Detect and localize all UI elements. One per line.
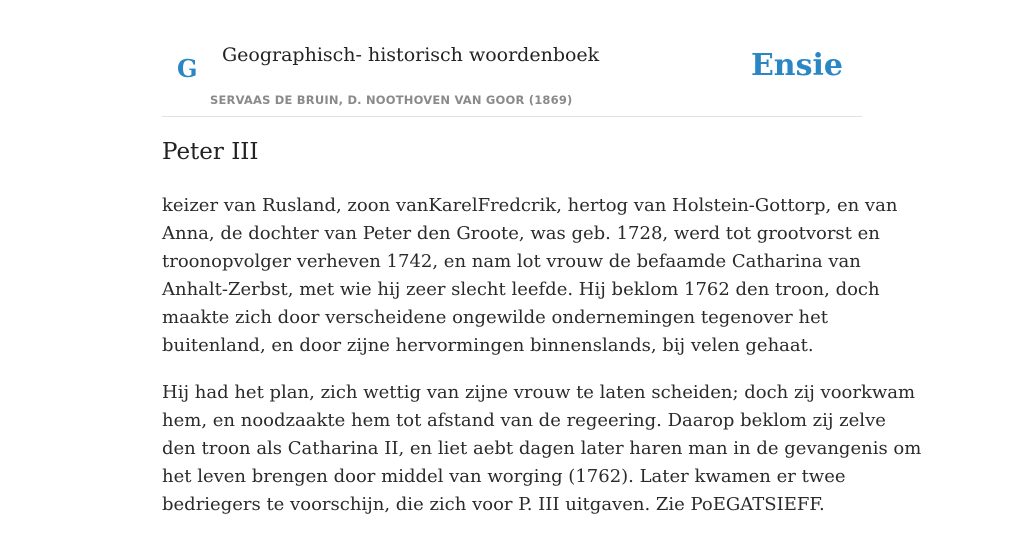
body-paragraph — [162, 192, 898, 360]
text-line: Anhalt-Zerbst, met wie hij zeer slecht leefde. Hij beklom 1762 den troon, doch — [162, 279, 880, 300]
book-author-year: SERVAAS DE BRUIN, D. NOOTHOVEN VAN GOOR (1869) — [210, 93, 573, 107]
text-line: keizer van Rusland, zoon vanKarelFredcrik, hertog van Holstein-Gottorp, en van — [162, 195, 898, 216]
book-letter-logo[interactable]: G — [177, 54, 198, 83]
text-line: troonopvolger verheven 1742, en nam lot vrouw de befaamde Catharina van — [162, 251, 861, 272]
book-title-link[interactable]: Geographisch- historisch woordenboek — [222, 44, 600, 66]
text-line: hem, en noodzaakte hem tot afstand van de regeering. Daarop beklom zij zelve — [162, 410, 886, 431]
body-paragraph — [162, 379, 922, 519]
text-line: maakte zich door verscheidene ongewilde ondernemingen tegenover het — [162, 307, 828, 328]
text-line: den troon als Catharina II, en liet aebt dagen later haren man in de gevangenis om — [162, 438, 922, 459]
text-line: Hij had het plan, zich wettig van zijne vrouw te laten scheiden; doch zij voorkwam — [162, 382, 916, 403]
ensie-logo-link[interactable]: Ensie — [750, 48, 843, 83]
entry-body — [162, 192, 922, 538]
entry-title: Peter III — [162, 139, 259, 165]
text-line: bedriegers te voorschijn, die zich voor P. III uitgaven. Zie PoEGATSIEFF. — [162, 494, 825, 515]
text-line: het leven brengen door middel van worging (1762). Later kwamen er twee — [162, 466, 846, 487]
book-header — [162, 0, 862, 117]
text-line: buitenland, en door zijne hervormingen binnenslands, bij velen gehaat. — [162, 335, 814, 356]
text-line: Anna, de dochter van Peter den Groote, was geb. 1728, werd tot grootvorst en — [162, 223, 880, 244]
article-page — [162, 0, 922, 515]
